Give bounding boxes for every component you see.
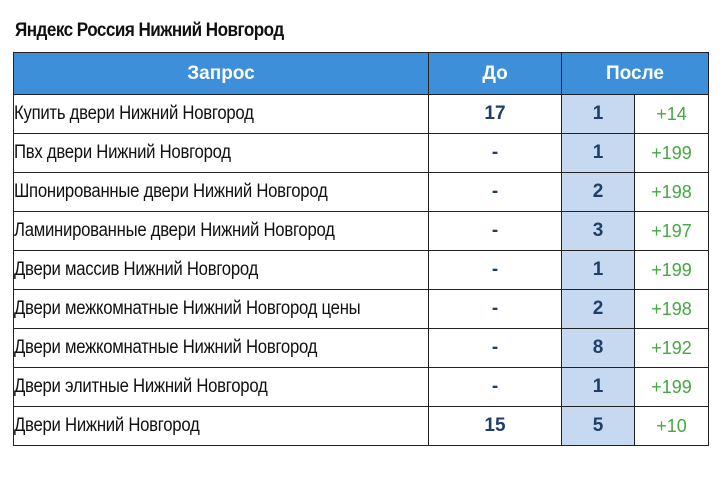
cell-query xyxy=(14,290,429,329)
cell-delta: +192 xyxy=(635,329,709,368)
table-row xyxy=(14,368,709,407)
cell-query xyxy=(14,212,429,251)
cell-after: 2 xyxy=(562,290,635,329)
cell-before: - xyxy=(429,173,562,212)
query-text: Пвх двери Нижний Новгород xyxy=(14,142,231,163)
query-text: Ламинированные двери Нижний Новгород xyxy=(14,220,335,241)
query-text: Двери Нижний Новгород xyxy=(14,415,200,436)
table-row xyxy=(14,95,709,134)
header-query: Запрос xyxy=(14,53,429,95)
page-title: Яндекс Россия Нижний Новгород xyxy=(15,20,284,41)
cell-after: 1 xyxy=(562,251,635,290)
cell-query xyxy=(14,95,429,134)
cell-after: 2 xyxy=(562,173,635,212)
query-text: Двери элитные Нижний Новгород xyxy=(14,376,268,397)
cell-after: 1 xyxy=(562,368,635,407)
cell-delta: +198 xyxy=(635,290,709,329)
table-body xyxy=(14,95,709,446)
table-row xyxy=(14,329,709,368)
table-row xyxy=(14,290,709,329)
cell-after: 3 xyxy=(562,212,635,251)
table-row xyxy=(14,212,709,251)
query-text: Шпонированные двери Нижний Новгород xyxy=(14,181,328,202)
header-after: После xyxy=(562,53,709,95)
cell-query xyxy=(14,134,429,173)
table-row xyxy=(14,173,709,212)
table-header-row xyxy=(14,53,709,95)
cell-before: 15 xyxy=(429,407,562,446)
cell-query xyxy=(14,407,429,446)
table-row xyxy=(14,251,709,290)
cell-delta: +199 xyxy=(635,368,709,407)
header-before: До xyxy=(429,53,562,95)
cell-before: - xyxy=(429,134,562,173)
cell-query xyxy=(14,368,429,407)
cell-before: 17 xyxy=(429,95,562,134)
cell-query xyxy=(14,173,429,212)
query-text: Купить двери Нижний Новгород xyxy=(14,103,254,124)
cell-query xyxy=(14,329,429,368)
cell-after: 5 xyxy=(562,407,635,446)
cell-delta: +14 xyxy=(635,95,709,134)
cell-delta: +10 xyxy=(635,407,709,446)
cell-before: - xyxy=(429,368,562,407)
table-row xyxy=(14,134,709,173)
query-text: Двери массив Нижний Новгород xyxy=(14,259,259,280)
cell-after: 8 xyxy=(562,329,635,368)
query-text: Двери межкомнатные Нижний Новгород xyxy=(14,337,318,358)
cell-before: - xyxy=(429,251,562,290)
cell-query xyxy=(14,251,429,290)
cell-before: - xyxy=(429,212,562,251)
cell-delta: +197 xyxy=(635,212,709,251)
cell-before: - xyxy=(429,329,562,368)
cell-delta: +199 xyxy=(635,251,709,290)
table-row xyxy=(14,407,709,446)
query-text: Двери межкомнатные Нижний Новгород цены xyxy=(14,298,361,319)
cell-delta: +198 xyxy=(635,173,709,212)
ranking-table xyxy=(13,52,709,446)
cell-after: 1 xyxy=(562,95,635,134)
cell-delta: +199 xyxy=(635,134,709,173)
cell-before: - xyxy=(429,290,562,329)
cell-after: 1 xyxy=(562,134,635,173)
